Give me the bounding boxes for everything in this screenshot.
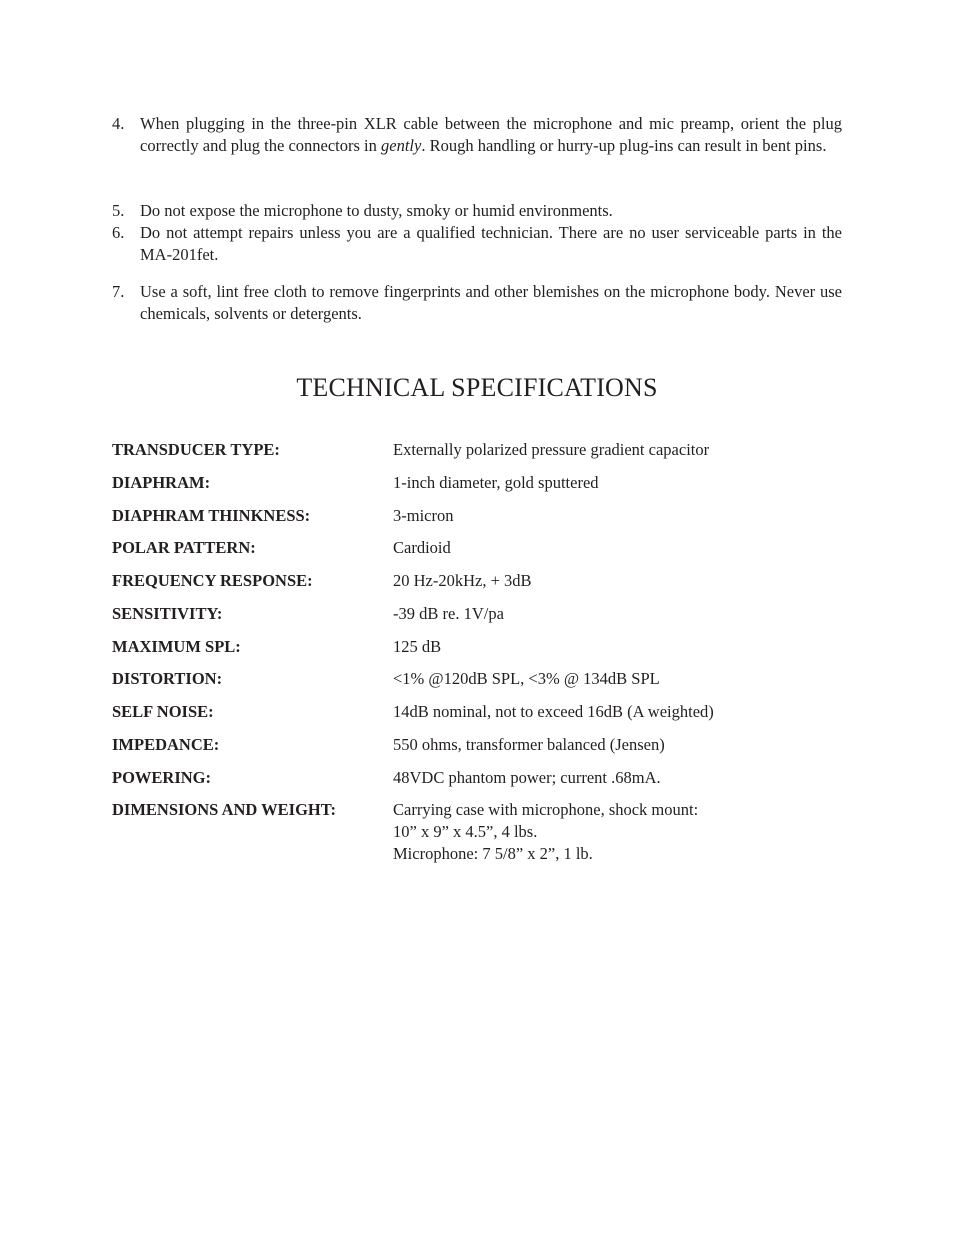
instruction-item-7: [112, 281, 842, 325]
item-text: [140, 113, 842, 157]
spec-label: DIAPHRAM THINKNESS:: [112, 506, 311, 525]
spec-value-line: Carrying case with microphone, shock mount:: [393, 800, 699, 819]
spec-value: 3-micron: [393, 506, 454, 525]
spec-label: POWERING:: [112, 768, 211, 787]
spec-label: IMPEDANCE:: [112, 735, 220, 754]
instruction-item-4: [112, 113, 842, 157]
item-text: Do not expose the microphone to dusty, smoky or humid environments.: [140, 201, 613, 220]
item-number: 4.: [112, 114, 125, 133]
spec-value: 1-inch diameter, gold sputtered: [393, 473, 599, 492]
spec-value: 125 dB: [393, 637, 442, 656]
spec-value: Cardioid: [393, 538, 451, 557]
spec-label: DISTORTION:: [112, 669, 223, 688]
spec-label: TRANSDUCER TYPE:: [112, 440, 280, 459]
spec-value: [393, 799, 853, 865]
spec-value: Externally polarized pressure gradient capacitor: [393, 440, 710, 459]
spec-label: SELF NOISE:: [112, 702, 214, 721]
item-text: Do not attempt repairs unless you are a qualified technician. There are no user serviceable parts in the MA-201fet.: [140, 223, 842, 264]
item-text: Use a soft, lint free cloth to remove fingerprints and other blemishes on the microphone body. Never use chemicals, solvents or detergents.: [140, 282, 842, 323]
item-emphasis: gently: [381, 136, 422, 155]
spec-value-line: 10” x 9” x 4.5”, 4 lbs.: [393, 822, 538, 841]
instruction-item-5: [112, 200, 842, 222]
spec-value: 550 ohms, transformer balanced (Jensen): [393, 735, 665, 754]
spec-label: FREQUENCY RESPONSE:: [112, 571, 313, 590]
section-title: TECHNICAL SPECIFICATIONS: [296, 373, 658, 402]
spec-label: DIMENSIONS AND WEIGHT:: [112, 800, 337, 819]
spec-label: DIAPHRAM:: [112, 473, 211, 492]
item-number: 6.: [112, 223, 125, 242]
spec-value: 48VDC phantom power; current .68mA.: [393, 768, 661, 787]
item-text-part: When plugging in the three-pin XLR cable between the microphone and mic preamp, orient the plug correctly and plug the connectors in: [140, 114, 842, 155]
spec-label: POLAR PATTERN:: [112, 538, 256, 557]
spec-value: <1% @120dB SPL, <3% @ 134dB SPL: [393, 669, 660, 688]
spec-value-line: Microphone: 7 5/8” x 2”, 1 lb.: [393, 844, 593, 863]
item-text-part: . Rough handling or hurry-up plug-ins can result in bent pins.: [421, 136, 827, 155]
spec-label: MAXIMUM SPL:: [112, 637, 241, 656]
item-number: 5.: [112, 201, 125, 220]
spec-label: SENSITIVITY:: [112, 604, 223, 623]
item-number: 7.: [112, 282, 125, 301]
spec-value: -39 dB re. 1V/pa: [393, 604, 504, 623]
spec-value: 14dB nominal, not to exceed 16dB (A weighted): [393, 702, 714, 721]
instruction-item-6: [112, 222, 842, 266]
spec-value: 20 Hz-20kHz, + 3dB: [393, 571, 532, 590]
